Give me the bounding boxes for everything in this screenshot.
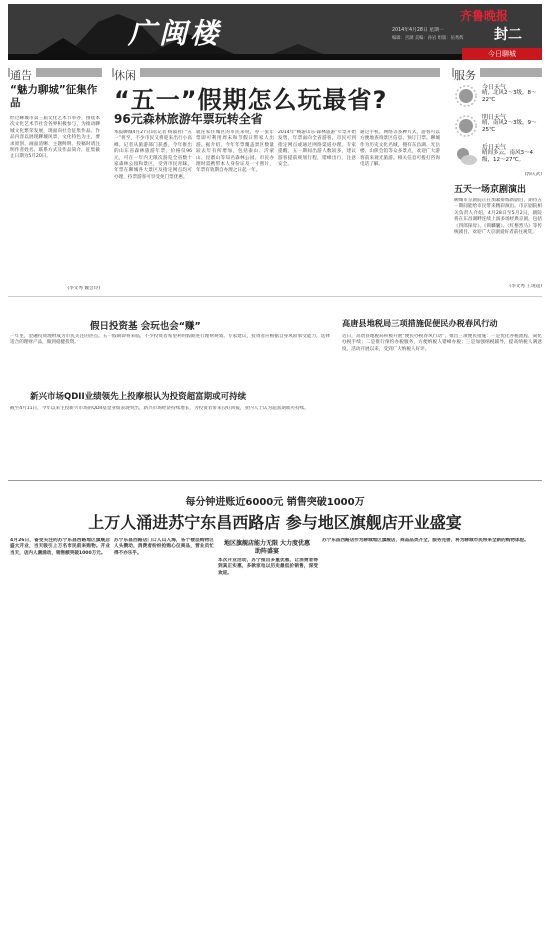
section-title: 广闽楼	[128, 17, 222, 50]
notice-section-label: 通告	[10, 67, 36, 83]
main-col-4: 通过手机、网络等多种方式，游客可以方便地查询景区信息、预订门票。聊城作为历史文化名城，拥有东昌湖、光岳楼、山陕会馆等众多景点，欢迎广大游客前来观光旅游。相关信息可拨打咨询电话了解。	[360, 130, 440, 168]
ad-headline: 上万人涌进苏宁东昌西路店 参与地区旗舰店开业盛宴	[88, 513, 462, 532]
ad-col-4: 苏宁东昌西路店作为聊城地区旗舰店，商品品类齐全，服务完善，将为聊城市民带来全新的购物体验。	[322, 538, 529, 543]
ad-col-1: 4月26日，备受关注的苏宁东昌西路地区旗舰店盛大开业，当天吸引上万名市民前来购物。开业当天，店内人潮涌动，销售额突破1000万元。	[10, 538, 110, 556]
page-sub-badge: 今日聊城	[462, 48, 542, 60]
service-section-label: 服务	[454, 67, 480, 83]
notice-body: 经过聊城市第三届文化艺术节举办，围绕本次文化艺术节社会各界积极参与，为推动聊城文化繁荣发展，现面向社会征集作品。作品内容以展现聊城风景、文化特色为主，要求原创、画面清晰、主题鲜明。投稿时请注明作者姓名、联系方式及作品简介，征集截止日期为5月20日。	[10, 116, 100, 160]
blank-area	[0, 600, 550, 929]
weather-day-label: 明日天气	[482, 114, 507, 121]
main-col-1: 本报聊城4月27日讯(记者 杨淑君) “五一”将至，不少市民又将迎来出行小高峰。记者从旅游部门获悉，今年推出的山东省森林旅游年票，价格仅96元，可在一年内无限次游览全省数十家森林公园和景区，受到市民青睐。年票在聊城各大景区及指定网点均可办理，持票游客可享受免门票优惠。	[114, 130, 192, 180]
weather-tomorrow	[454, 112, 542, 142]
main-subhead: 96元森林旅游年票玩转全省	[114, 112, 263, 126]
service-news-headline: 五天一场京剧演出	[454, 185, 527, 195]
divider	[8, 296, 542, 297]
notice-author: (李文秀 魏会玲)	[67, 286, 100, 291]
mid-right-headline: 高唐县地税局三项措施促便民办税春风行动	[342, 318, 498, 328]
paper-name: 齐鲁晚报	[460, 9, 509, 23]
page-code: 封二	[494, 27, 522, 43]
notice-headline: “魅力聊城”征集作品	[10, 84, 98, 109]
sunny-icon	[454, 114, 478, 138]
mid-right-body: 近日，高唐县地税局积极开展“便民办税春风行动”，推出三项便民措施：一是优化办税流程，简化办税手续；二是推行预约办税服务，方便纳税人错峰办税；三是加强纳税辅导，提高纳税人满意度。活动开展以来，受到广大纳税人好评。	[342, 334, 542, 352]
weather-credit: (郭庆武)	[524, 172, 542, 177]
weather-desc: 晴，南风2～3级，9～25℃	[482, 120, 537, 133]
partly-cloudy-icon	[454, 144, 478, 168]
leisure-section-bar	[112, 68, 440, 77]
mid-left-body: 一年里，金融投资理财成为市民关注的热点。五一假期即将来临，不少投资者希望利用假期进行理财规划。专家建议，投资者应根据自身风险承受能力，选择适合的理财产品，做到稳健投资。	[10, 334, 330, 346]
weather-today	[454, 82, 542, 112]
ad-box-title: 地区旗舰店能力无限 大力度优惠助阵盛宴	[223, 540, 311, 555]
main-col-3: 2014年“畅游山东·森林旅游”年票开始发售，年票面向全省游客，市民可到指定网点或通过网络渠道办理。专家提醒，五一期间出游人数较多，建议游客提前规划行程，错峰出行，注意安全。	[278, 130, 356, 168]
weather-desc: 晴，北风2～3级，8～22℃	[482, 90, 537, 103]
weather-day-label: 今日天气	[482, 84, 507, 91]
leisure-section-label: 休闲	[114, 67, 140, 83]
date-line: 2014年4月28日 星期一	[392, 28, 444, 33]
ad-top-line: 每分钟进账近6000元 销售突破1000万	[185, 497, 365, 508]
main-col-2: 就连家住城区的市民来说，办一张年票即可利用周末和节假日带家人出游。据介绍，今年年票覆盖景区数量较去年有所增加，包括泰山、沂蒙山、昆嵛山等知名森林公园。市民办理时需携带本人身份证及一寸照片，年票有效期自办理之日起一年。	[196, 130, 274, 174]
service-news-author: (李文秀 王现超)	[509, 284, 542, 289]
mid-left-sub-headline: 新兴市场QDII业绩领先上投摩根认为投资超富期或可持续	[30, 392, 247, 402]
ad-col-2: 苏宁东昌西路店门口人山人海，各个楼层购物区人头攒动，消费者纷纷抢购心仪商品，营业员忙得不亦乐乎。	[114, 538, 214, 556]
masthead	[8, 4, 542, 60]
weather-day-after	[454, 142, 542, 172]
sunny-icon	[454, 84, 478, 108]
mid-left-headline: 假日投资基 会玩也会“赚”	[90, 321, 201, 332]
mid-left-sub-body: 截至4月11日，今年以来主投新兴市场的QDII基金业绩表现突出，新兴市场经济持续增长，为投资者带来良好回报，业内人士认为超富期或可持续。	[10, 406, 309, 411]
weather-day-label: 后日天气	[482, 144, 507, 151]
weather-desc: 晴间多云，南风3～4级，12～27℃。	[482, 150, 533, 163]
service-news-body: 聊城市京剧院正在加紧排练新剧目，期待五一期间能给市民带来精彩演出。市京剧院相关负责人介绍，4月28日至5月2日，剧院将在东昌湖畔连续上演多场经典京剧，包括《四郎探母》、《锁麟囊》、《红鬃烈马》等传统剧目，欢迎广大京剧爱好者前往观赏。	[454, 198, 542, 236]
ad-col-3: 本次开业活动，苏宁推出多重优惠，让消费者得到真正实惠，多款家电以历史最低价销售，深受欢迎。	[218, 558, 318, 576]
main-headline: “五一”假期怎么玩最省?	[114, 86, 388, 114]
staff-line: 编辑：宫湖 美编：孙岩 组版：伍秀辉	[392, 36, 464, 41]
